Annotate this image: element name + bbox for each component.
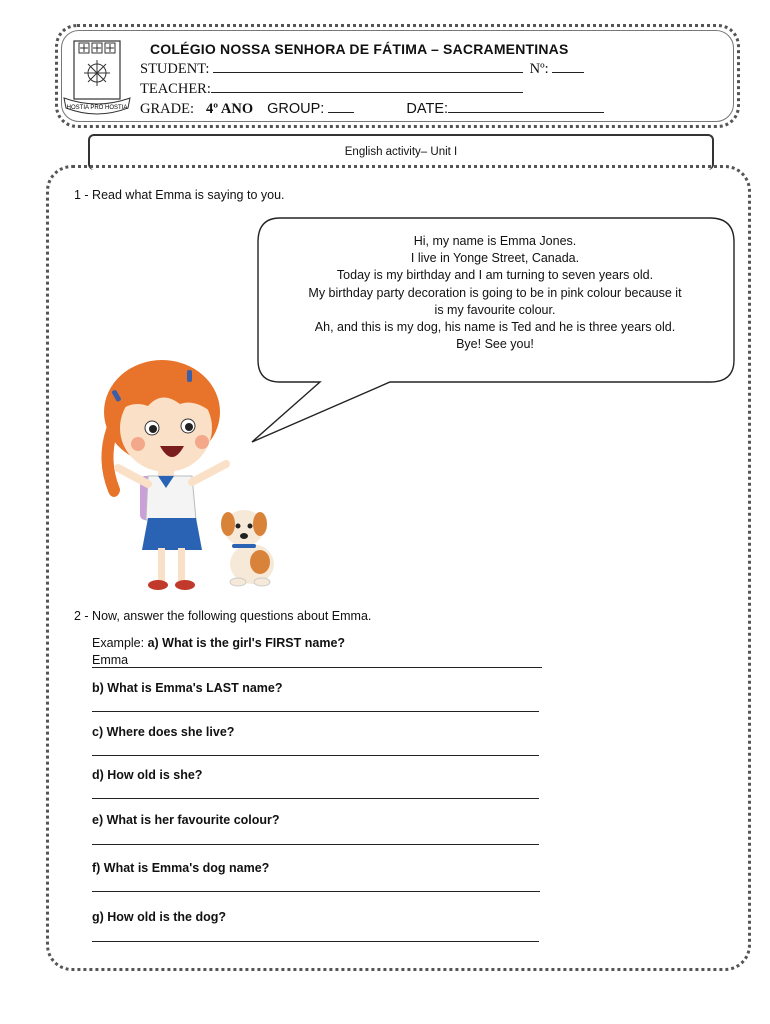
grade-label: GRADE: bbox=[140, 101, 194, 117]
bubble-line: Bye! See you! bbox=[456, 337, 534, 352]
example-answer-line[interactable] bbox=[92, 667, 542, 668]
school-name: COLÉGIO NOSSA SENHORA DE FÁTIMA – SACRAMENTINAS bbox=[150, 41, 569, 57]
answer-line-f[interactable] bbox=[92, 891, 540, 892]
number-field[interactable] bbox=[552, 60, 584, 73]
example-question: a) What is the girl's FIRST name? bbox=[147, 636, 346, 650]
answer-line-g[interactable] bbox=[92, 941, 539, 942]
question-d: d) How old is she? bbox=[92, 768, 203, 782]
student-row bbox=[140, 60, 584, 78]
teacher-row bbox=[140, 80, 523, 98]
date-field[interactable] bbox=[448, 100, 604, 113]
answer-line-b[interactable] bbox=[92, 711, 539, 712]
group-label: GROUP: bbox=[267, 101, 325, 117]
dog-illustration bbox=[216, 506, 284, 588]
grade-row bbox=[140, 100, 604, 118]
question-g: g) How old is the dog? bbox=[92, 910, 227, 924]
bubble-line: Hi, my name is Emma Jones. bbox=[413, 234, 577, 248]
group-field[interactable] bbox=[328, 100, 354, 113]
example-answer: Emma bbox=[92, 653, 129, 667]
grade-value: 4º ANO bbox=[206, 101, 254, 117]
bubble-line: Today is my birthday and I am turning to seven years old. bbox=[336, 268, 654, 283]
question-f: f) What is Emma's dog name? bbox=[92, 861, 270, 875]
answer-line-d[interactable] bbox=[92, 798, 539, 799]
student-label: STUDENT: bbox=[140, 61, 210, 77]
section2-instruction: 2 - Now, answer the following questions about Emma. bbox=[74, 609, 372, 623]
activity-title: English activity– Unit I bbox=[344, 146, 458, 158]
question-c: c) Where does she live? bbox=[92, 725, 235, 739]
teacher-label: TEACHER: bbox=[140, 81, 211, 97]
section1-instruction: 1 - Read what Emma is saying to you. bbox=[74, 188, 285, 202]
bubble-line: My birthday party decoration is going to be in pink colour because it bbox=[308, 285, 682, 300]
answer-line-e[interactable] bbox=[92, 844, 539, 845]
bubble-line: Ah, and this is my dog, his name is Ted and he is three years old. bbox=[314, 320, 676, 335]
question-b: b) What is Emma's LAST name? bbox=[92, 681, 283, 695]
teacher-field[interactable] bbox=[211, 80, 523, 93]
bubble-line: is my favourite colour. bbox=[434, 302, 556, 317]
answer-line-c[interactable] bbox=[92, 755, 539, 756]
example-label: Example: bbox=[92, 636, 145, 650]
svg-text:HOSTIA PRO HOSTIA: HOSTIA PRO HOSTIA bbox=[66, 105, 128, 111]
bubble-line: I live in Yonge Street, Canada. bbox=[410, 251, 580, 266]
number-label: Nº: bbox=[529, 61, 549, 77]
bubble-text bbox=[270, 233, 720, 353]
student-field[interactable] bbox=[213, 60, 523, 73]
date-label: DATE: bbox=[406, 101, 449, 117]
question-e: e) What is her favourite colour? bbox=[92, 813, 280, 827]
example-row bbox=[92, 636, 345, 650]
school-logo bbox=[62, 38, 132, 118]
